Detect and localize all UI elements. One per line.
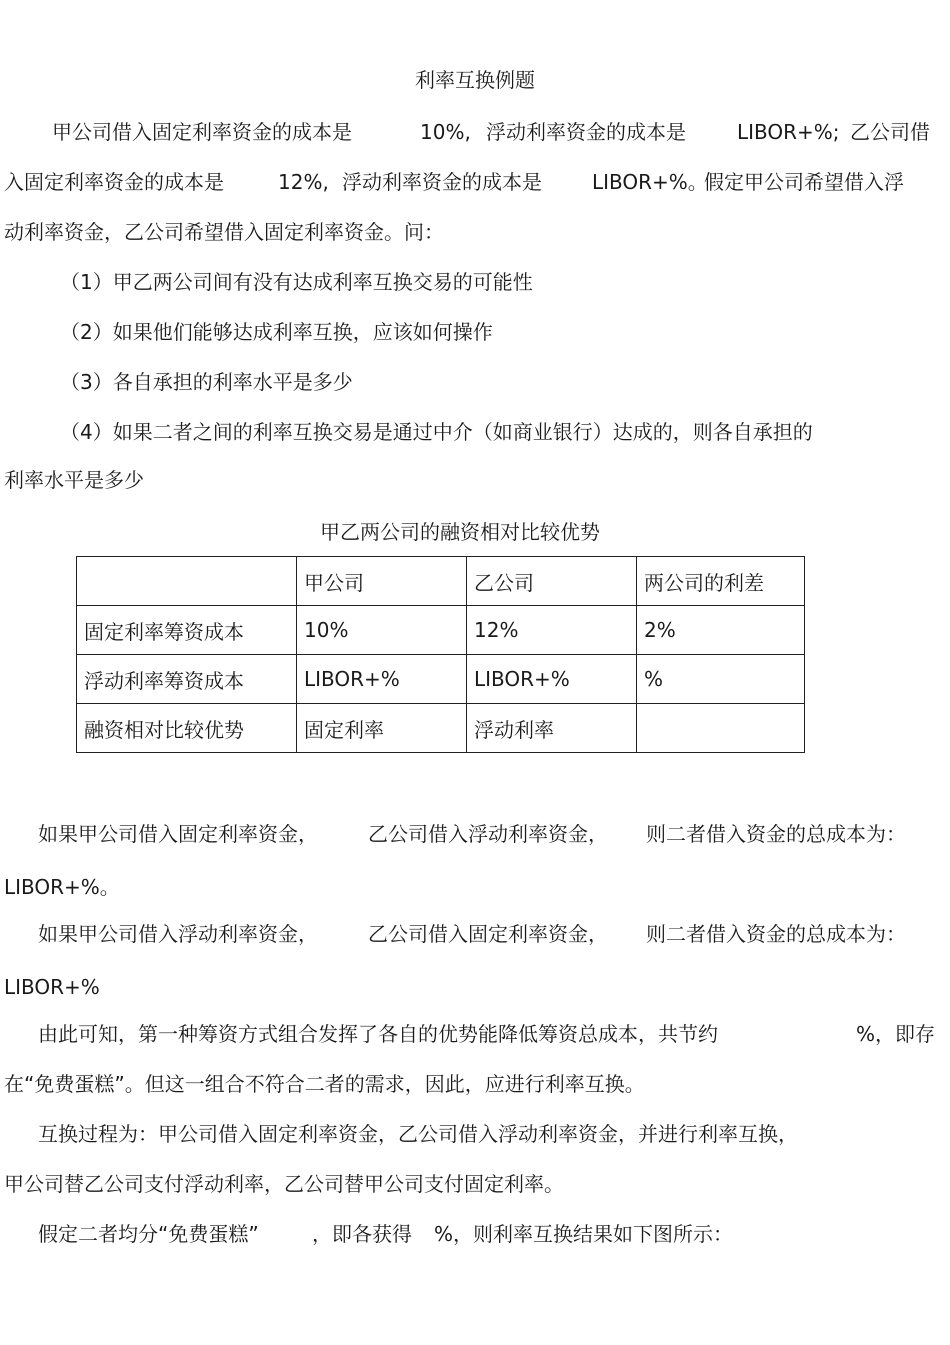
question-1: （1）甲乙两公司间有没有达成利率互换交易的可能性 [60,270,533,294]
table-cell: 固定利率 [297,704,467,753]
intro-text: 乙公司借 [850,120,930,144]
case-2-text: 如果甲公司借入浮动利率资金， [38,922,318,946]
conclusion-text: 由此可知，第一种筹资方式组合发挥了各自的优势能降低筹资总成本，共节约 [38,1022,718,1046]
fixed-rate-b: 12%, [278,170,329,194]
assumption-text: %，则利率互换结果如下图所示： [434,1222,734,1246]
process-text: 互换过程为：甲公司借入固定利率资金，乙公司借入浮动利率资金，并进行利率互换， [38,1122,798,1146]
case-1-text: 如果甲公司借入固定利率资金， [38,822,318,846]
table-row-label: 融资相对比较优势 [77,704,297,753]
table-cell: LIBOR+% [297,655,467,704]
assumption-text: 假定二者均分“免费蛋糕” [38,1222,259,1246]
table-header-cell: 甲公司 [297,557,467,606]
table-cell: 10% [297,606,467,655]
conclusion-text: 在“免费蛋糕”。但这一组合不符合二者的需求，因此，应进行利率互换。 [4,1072,645,1096]
floating-rate-a: LIBOR+%; [737,120,840,144]
intro-text: 甲公司借入固定利率资金的成本是 [52,120,352,144]
case-2-total: LIBOR+% [4,975,100,999]
process-text: 甲公司替乙公司支付浮动利率，乙公司替甲公司支付固定利率。 [4,1172,564,1196]
conclusion-text: %，即存 [856,1022,936,1046]
table-cell: LIBOR+% [467,655,637,704]
table-caption: 甲乙两公司的融资相对比较优势 [320,520,600,544]
table-cell [77,557,297,606]
table-cell: 12% [467,606,637,655]
table-row-label: 浮动利率筹资成本 [77,655,297,704]
table-header-row [77,557,805,606]
question-4-continued: 利率水平是多少 [4,468,144,492]
intro-text: 假定甲公司希望借入浮 [704,170,904,194]
table-row [77,606,805,655]
table-row-label: 固定利率筹资成本 [77,606,297,655]
case-1-total: LIBOR+%。 [4,875,120,899]
assumption-text: ，即各获得 [312,1222,412,1246]
intro-text: 浮动利率资金的成本是 [486,120,686,144]
fixed-rate-a: 10%, [420,120,471,144]
page-title: 利率互换例题 [415,68,535,92]
question-2: （2）如果他们能够达成利率互换，应该如何操作 [60,320,493,344]
table-row [77,655,805,704]
table-header-cell: 两公司的利差 [637,557,805,606]
intro-text: 入固定利率资金的成本是 [4,170,224,194]
question-4: （4）如果二者之间的利率互换交易是通过中介（如商业银行）达成的，则各自承担的 [60,420,813,444]
table-cell: % [637,655,805,704]
table-row [77,704,805,753]
comparison-table [76,556,805,753]
table-header-cell: 乙公司 [467,557,637,606]
table-cell [637,704,805,753]
table-cell: 2% [637,606,805,655]
intro-text: 浮动利率资金的成本是 [342,170,542,194]
intro-text: 动利率资金，乙公司希望借入固定利率资金。问： [4,220,444,244]
floating-rate-b: LIBOR+%。 [592,170,708,194]
table-cell: 浮动利率 [467,704,637,753]
question-3: （3）各自承担的利率水平是多少 [60,370,353,394]
case-2-text: 则二者借入资金的总成本为： [646,922,906,946]
case-1-text: 乙公司借入浮动利率资金， [368,822,608,846]
case-2-text: 乙公司借入固定利率资金， [368,922,608,946]
case-1-text: 则二者借入资金的总成本为： [646,822,906,846]
